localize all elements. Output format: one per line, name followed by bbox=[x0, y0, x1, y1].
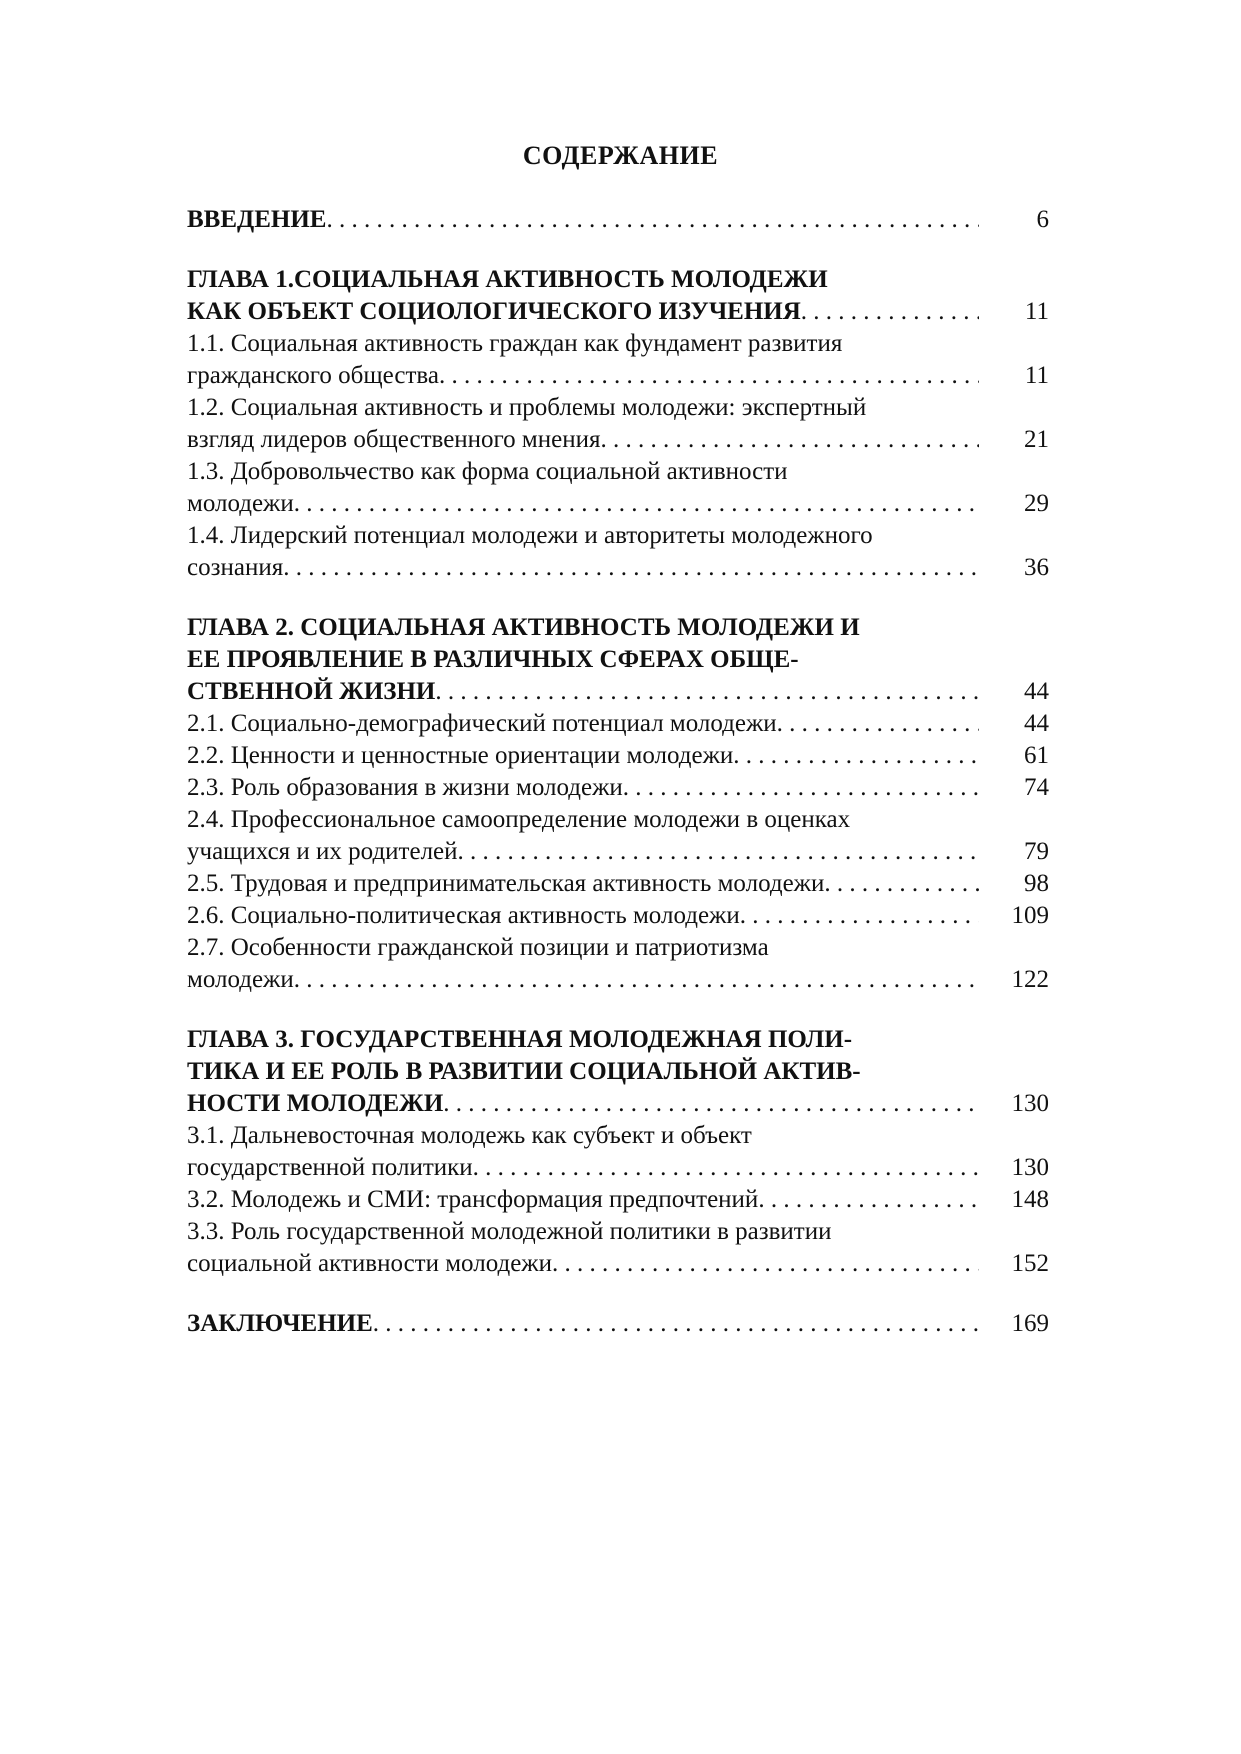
toc-line bbox=[187, 1056, 1049, 1088]
toc-line bbox=[187, 932, 1049, 964]
page-number: 29 bbox=[1024, 490, 1049, 517]
toc-line bbox=[187, 740, 1049, 772]
page-number: 21 bbox=[1024, 426, 1049, 453]
page-number: 11 bbox=[1024, 362, 1049, 389]
toc-entry-section-2-1[interactable] bbox=[187, 708, 1049, 740]
dot-leader bbox=[777, 708, 979, 740]
toc-line bbox=[187, 360, 1049, 392]
toc-entry-text: 2.5. Трудовая и предпринимательская активность молодежи bbox=[187, 870, 825, 897]
dot-leader bbox=[623, 772, 979, 804]
toc-line bbox=[187, 644, 1049, 676]
toc-entry-text: 1.3. Добровольчество как форма социальной активности bbox=[187, 458, 788, 485]
toc-line bbox=[187, 264, 1049, 296]
toc-entry-text: 3.2. Молодежь и СМИ: трансформация предпочтений bbox=[187, 1186, 759, 1213]
toc-entry-text: 2.2. Ценности и ценностные ориентации молодежи bbox=[187, 742, 734, 769]
toc-entry-text: ГЛАВА 3. ГОСУДАРСТВЕННАЯ МОЛОДЕЖНАЯ ПОЛИ- bbox=[187, 1026, 853, 1053]
dot-leader bbox=[552, 1248, 979, 1280]
toc-line bbox=[187, 392, 1049, 424]
dot-leader bbox=[443, 1088, 979, 1120]
toc-line bbox=[187, 520, 1049, 552]
toc-entry-text: сознания bbox=[187, 554, 284, 581]
toc-entry-text: 1.2. Социальная активность и проблемы молодежи: экспертный bbox=[187, 394, 867, 421]
page-number: 74 bbox=[1024, 774, 1049, 801]
dot-leader bbox=[601, 424, 980, 456]
toc-line bbox=[187, 836, 1049, 868]
dot-leader bbox=[458, 836, 979, 868]
toc-line bbox=[187, 296, 1049, 328]
toc-entry-text: ТИКА И ЕЕ РОЛЬ В РАЗВИТИИ СОЦИАЛЬНОЙ АКТИВ- bbox=[187, 1058, 861, 1085]
table-of-contents bbox=[187, 204, 1049, 1340]
toc-entry-text: НОСТИ МОЛОДЕЖИ bbox=[187, 1090, 444, 1117]
toc-entry-section-1-2[interactable] bbox=[187, 392, 1049, 456]
toc-entry-section-3-3[interactable] bbox=[187, 1216, 1049, 1280]
toc-entry-section-3-1[interactable] bbox=[187, 1120, 1049, 1184]
toc-line bbox=[187, 1216, 1049, 1248]
toc-line bbox=[187, 1248, 1049, 1280]
page-number: 152 bbox=[1011, 1250, 1049, 1277]
toc-entry-section-2-7[interactable] bbox=[187, 932, 1049, 996]
toc-entry-text: гражданского общества bbox=[187, 362, 439, 389]
page-number: 148 bbox=[1011, 1186, 1049, 1213]
toc-line bbox=[187, 552, 1049, 584]
toc-entry-conclusion[interactable] bbox=[187, 1308, 1049, 1340]
dot-leader bbox=[294, 488, 979, 520]
toc-entry-text: ЕЕ ПРОЯВЛЕНИЕ В РАЗЛИЧНЫХ СФЕРАХ ОБЩЕ- bbox=[187, 646, 799, 673]
toc-entry-section-3-2[interactable] bbox=[187, 1184, 1049, 1216]
toc-entry-text: СТВЕННОЙ ЖИЗНИ bbox=[187, 678, 436, 705]
toc-entry-section-1-3[interactable] bbox=[187, 456, 1049, 520]
dot-leader bbox=[801, 296, 979, 328]
toc-entry-text: 2.3. Роль образования в жизни молодежи bbox=[187, 774, 623, 801]
page-number: 44 bbox=[1024, 678, 1049, 705]
toc-line bbox=[187, 964, 1049, 996]
toc-line bbox=[187, 1024, 1049, 1056]
toc-entry-chapter-2[interactable] bbox=[187, 612, 1049, 708]
toc-entry-text: ЗАКЛЮЧЕНИЕ bbox=[187, 1310, 373, 1337]
dot-leader bbox=[435, 676, 979, 708]
dot-leader bbox=[473, 1152, 979, 1184]
toc-entry-text: 2.7. Особенности гражданской позиции и патриотизма bbox=[187, 934, 769, 961]
toc-entry-introduction[interactable] bbox=[187, 204, 1049, 236]
toc-entry-section-1-1[interactable] bbox=[187, 328, 1049, 392]
page-number: 109 bbox=[1011, 902, 1049, 929]
page-number: 130 bbox=[1011, 1154, 1049, 1181]
page-title: СОДЕРЖАНИЕ bbox=[522, 141, 719, 170]
toc-line bbox=[187, 1088, 1049, 1120]
toc-entry-chapter-3[interactable] bbox=[187, 1024, 1049, 1120]
toc-entry-section-2-2[interactable] bbox=[187, 740, 1049, 772]
page-number: 36 bbox=[1024, 554, 1049, 581]
dot-leader bbox=[439, 360, 979, 392]
toc-entry-text: 2.6. Социально-политическая активность молодежи bbox=[187, 902, 740, 929]
page-number: 169 bbox=[1011, 1310, 1049, 1337]
toc-entry-text: 3.3. Роль государственной молодежной политики в развитии bbox=[187, 1218, 832, 1245]
page-number: 122 bbox=[1011, 966, 1049, 993]
toc-entry-text: социальной активности молодежи bbox=[187, 1250, 552, 1277]
dot-leader bbox=[733, 740, 979, 772]
page-number: 11 bbox=[1024, 298, 1049, 325]
page-number: 130 bbox=[1011, 1090, 1049, 1117]
toc-line bbox=[187, 488, 1049, 520]
dot-leader bbox=[373, 1308, 979, 1340]
toc-entry-chapter-1[interactable] bbox=[187, 264, 1049, 328]
toc-entry-text: ГЛАВА 1.СОЦИАЛЬНАЯ АКТИВНОСТЬ МОЛОДЕЖИ bbox=[187, 266, 828, 293]
toc-line bbox=[187, 456, 1049, 488]
toc-line bbox=[187, 868, 1049, 900]
page-number: 44 bbox=[1024, 710, 1049, 737]
page-number: 98 bbox=[1024, 870, 1049, 897]
toc-entry-text: молодежи bbox=[187, 490, 294, 517]
toc-entry-text: 1.4. Лидерский потенциал молодежи и авторитеты молодежного bbox=[187, 522, 873, 549]
dot-leader bbox=[283, 552, 979, 584]
toc-entry-text: КАК ОБЪЕКТ СОЦИОЛОГИЧЕСКОГО ИЗУЧЕНИЯ bbox=[187, 298, 801, 325]
toc-entry-section-2-3[interactable] bbox=[187, 772, 1049, 804]
dot-leader bbox=[294, 964, 979, 996]
toc-entry-text: 1.1. Социальная активность граждан как фундамент развития bbox=[187, 330, 843, 357]
toc-entry-text: ВВЕДЕНИЕ bbox=[187, 206, 327, 233]
toc-line bbox=[187, 804, 1049, 836]
dot-leader bbox=[326, 204, 979, 236]
toc-entry-section-1-4[interactable] bbox=[187, 520, 1049, 584]
toc-entry-text: ГЛАВА 2. СОЦИАЛЬНАЯ АКТИВНОСТЬ МОЛОДЕЖИ И bbox=[187, 614, 860, 641]
toc-line bbox=[187, 328, 1049, 360]
toc-entry-text: государственной политики bbox=[187, 1154, 473, 1181]
toc-line bbox=[187, 612, 1049, 644]
toc-line bbox=[187, 676, 1049, 708]
toc-entry-text: учащихся и их родителей bbox=[187, 838, 458, 865]
toc-entry-text: молодежи bbox=[187, 966, 294, 993]
toc-entry-section-2-6[interactable] bbox=[187, 900, 1049, 932]
toc-line bbox=[187, 1152, 1049, 1184]
toc-line bbox=[187, 204, 1049, 236]
toc-entry-text: 2.1. Социально-демографический потенциал молодежи bbox=[187, 710, 777, 737]
toc-line bbox=[187, 1184, 1049, 1216]
toc-entry-section-2-5[interactable] bbox=[187, 868, 1049, 900]
dot-leader bbox=[824, 868, 979, 900]
toc-entry-text: 3.1. Дальневосточная молодежь как субъект и объект bbox=[187, 1122, 752, 1149]
toc-line bbox=[187, 1308, 1049, 1340]
toc-entry-text: 2.4. Профессиональное самоопределение молодежи в оценках bbox=[187, 806, 851, 833]
page-number: 6 bbox=[1036, 206, 1049, 233]
toc-entry-text: взгляд лидеров общественного мнения bbox=[187, 426, 601, 453]
toc-line bbox=[187, 1120, 1049, 1152]
toc-line bbox=[187, 424, 1049, 456]
toc-entry-section-2-4[interactable] bbox=[187, 804, 1049, 868]
dot-leader bbox=[758, 1184, 979, 1216]
toc-line bbox=[187, 772, 1049, 804]
page-number: 61 bbox=[1024, 742, 1049, 769]
dot-leader bbox=[740, 900, 979, 932]
toc-line bbox=[187, 708, 1049, 740]
toc-line bbox=[187, 900, 1049, 932]
page-number: 79 bbox=[1024, 838, 1049, 865]
